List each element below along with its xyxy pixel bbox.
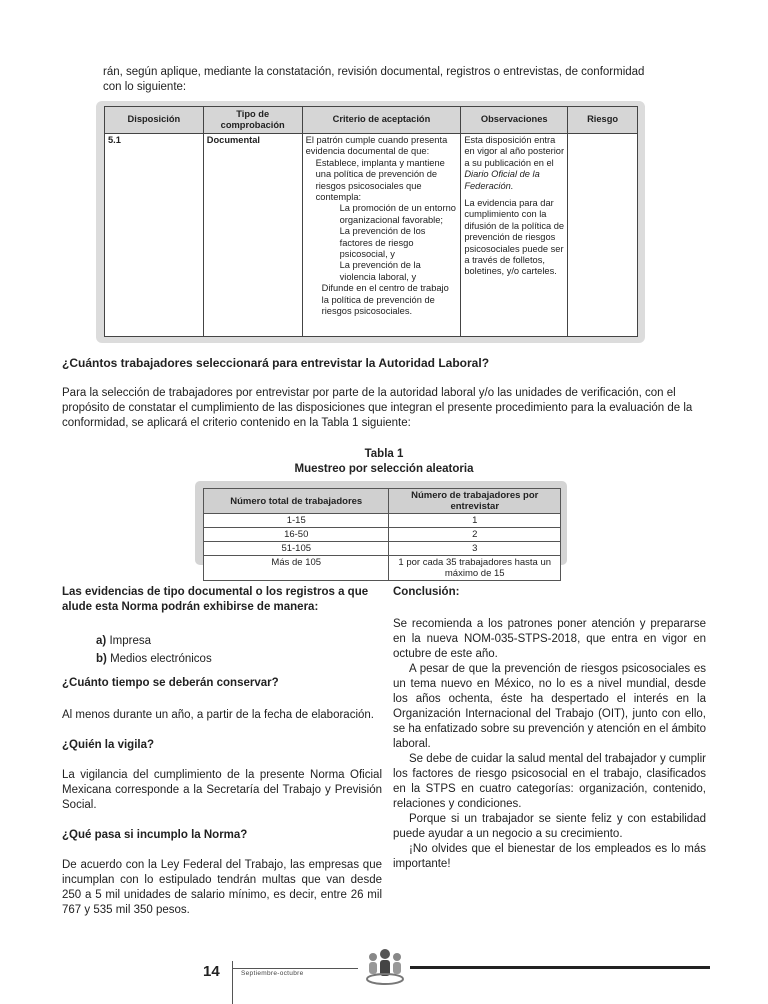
tipo-cell: Documental: [203, 134, 302, 337]
obs-paragraph: La evidencia para dar cumplimiento con la difusión de la política de prevención de riesgos psicosociales puede ser a través de folletos, boletines, y/o carteles.: [464, 198, 565, 277]
option-list: [62, 632, 382, 668]
list-marker: a): [96, 635, 107, 647]
right-paragraph: Se recomienda a los patrones poner atención y prepararse en la nueva NOM-035-STPS-2018, que entra en vigor en octubre de este año.: [393, 618, 706, 660]
col-header: Disposición: [105, 107, 204, 134]
table-subtitle: Muestreo por selección aleatoria: [294, 463, 474, 475]
obs-text: Esta disposición entra en vigor al año posterior a su publicación en el: [464, 135, 565, 168]
table1-panel: [96, 101, 645, 343]
left-paragraph: De acuerdo con la Ley Federal del Trabajo, las empresas que incumplan con lo estipulado tendrán multas que van desde 250 a 5 mil unidades de salario mínimo, es decir, entre 26 mil 767 y 535 mil 350 pesos.: [62, 859, 382, 916]
table-cell: 1-15: [204, 514, 389, 528]
table-row: [204, 542, 561, 556]
left-column: [62, 585, 382, 918]
table-cell: 51-105: [204, 542, 389, 556]
table-cell: 1: [389, 514, 561, 528]
criterio-line: Difunde en el centro de trabajo la política de prevención de riesgos psicosociales.: [321, 283, 449, 317]
list-item: [96, 632, 382, 650]
obs-italic-text: Diario Oficial de la Federación.: [464, 169, 540, 191]
right-paragraph: Se debe de cuidar la salud mental del trabajador y cumplir los factores de riesgo psicosocial en el trabajo, clasificados en la STPS en cuatro categorías: organización, contenido, relaciones y condiciones.: [393, 753, 706, 810]
list-text: Medios electrónicos: [110, 653, 212, 665]
observaciones-cell: [461, 134, 568, 337]
col-header: Número de trabajadores por entrevistar: [389, 489, 561, 514]
sampling-table: [203, 488, 561, 581]
list-item: [96, 650, 382, 668]
table-cell: Más de 105: [204, 556, 389, 581]
table-cell: 3: [389, 542, 561, 556]
footer-rule: [233, 968, 358, 969]
table-cell: 1 por cada 35 trabajadores hasta un máximo de 15: [389, 556, 561, 581]
disposition-table: [104, 106, 638, 337]
col-header: Criterio de aceptación: [302, 107, 461, 134]
list-marker: b): [96, 653, 107, 665]
table-header-row: [204, 489, 561, 514]
right-paragraph: Porque si un trabajador se siente feliz y con estabilidad puede ayudar a un negocio a su crecimiento.: [393, 813, 706, 840]
people-group-logo-icon: [362, 948, 408, 988]
table-cell: 2: [389, 528, 561, 542]
right-column: [393, 585, 706, 872]
table-row: [204, 514, 561, 528]
list-text: Impresa: [109, 635, 151, 647]
riesgo-cell: [568, 134, 638, 337]
intro-paragraph: rán, según aplique, mediante la constatación, revisión documental, registros o entrevistas, de conformidad con lo siguiente:: [103, 66, 645, 93]
criterio-line: La prevención de los factores de riesgo psicosocial, y: [339, 226, 426, 260]
table2-panel: [195, 481, 567, 579]
left-heading: Las evidencias de tipo documental o los registros a que alude esta Norma podrán exhibirse de manera:: [62, 586, 369, 613]
table-header-row: [105, 107, 638, 134]
disposicion-cell: 5.1: [105, 134, 204, 337]
obs-paragraph: [464, 135, 564, 192]
col-header: Riesgo: [568, 107, 638, 134]
table-row: [204, 528, 561, 542]
right-heading: Conclusión:: [393, 586, 460, 598]
left-heading: ¿Quién la vigila?: [62, 739, 155, 751]
left-heading: ¿Cuánto tiempo se deberán conservar?: [62, 677, 279, 689]
footer-rule-thick: [410, 966, 710, 969]
left-paragraph: Al menos durante un año, a partir de la fecha de elaboración.: [62, 709, 374, 721]
table-title: Tabla 1: [364, 448, 404, 460]
issue-month: Septiembre-octubre: [241, 970, 304, 977]
table-row: [105, 134, 638, 337]
left-paragraph: La vigilancia del cumplimiento de la presente Norma Oficial Mexicana corresponde a la Secretaría del Trabajo y Previsión Social.: [62, 769, 382, 811]
section-question: ¿Cuántos trabajadores seleccionará para entrevistar la Autoridad Laboral?: [62, 356, 490, 370]
criterio-line: El patrón cumple cuando presenta evidencia documental de que:: [305, 135, 448, 157]
table-cell: 16-50: [204, 528, 389, 542]
criterio-line: Establece, implanta y mantiene una política de prevención de riesgos psicosociales que contempla:: [315, 157, 445, 203]
right-paragraph: A pesar de que la prevención de riesgos psicosociales es un tema nuevo en México, no lo es a nivel mundial, desde los años ochenta, éste ha despertado el interés en la Organización Internacional del Trabajo (OIT), junto con ello, se ha enfatizado sobre su prevención y atención en el ámbito laboral.: [393, 663, 706, 750]
criterio-cell: [302, 134, 461, 337]
selection-paragraph: Para la selección de trabajadores por entrevistar por parte de la autoridad laboral y/o las unidades de verificación, con el propósito de constatar el cumplimiento de las disposiciones que integran el presente procedimiento para la evaluación de la conformidad, se aplicará el criterio contenido en la Tabla 1 siguiente:: [62, 387, 693, 429]
right-paragraph: ¡No olvides que el bienestar de los empleados es lo más importante!: [393, 843, 706, 870]
criterio-line: La prevención de la violencia laboral, y: [339, 260, 421, 282]
page-number: 14: [203, 963, 220, 980]
col-header: Número total de trabajadores: [204, 489, 389, 514]
criterio-line: La promoción de un entorno organizacional favorable;: [339, 203, 456, 225]
left-heading: ¿Qué pasa si incumplo la Norma?: [62, 829, 248, 841]
col-header: Observaciones: [461, 107, 568, 134]
col-header: Tipo de comprobación: [203, 107, 302, 134]
table-row: [204, 556, 561, 581]
